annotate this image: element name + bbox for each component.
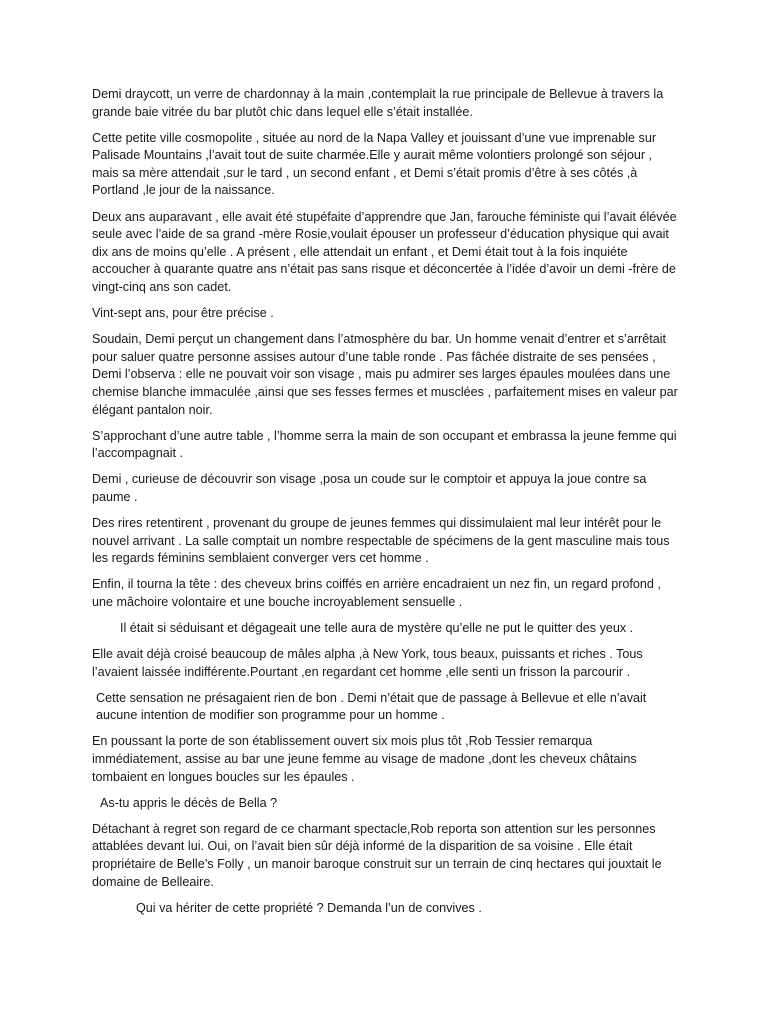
paragraph-3: Deux ans auparavant , elle avait été stupéfaite d’apprendre que Jan, farouche féministe qui l’avait élévée seule avec l’aide de sa grand -mère Rosie,voulait épouser un professeur d’éducation physique qui avait dix ans de moins qu’elle . A présent , elle attendait un enfant , et Demi était tout à la fois inquiéte accoucher à quarante quatre ans n’était pas sans risque et déconcertée à l’idée d’avoir un demi -frère de vingt-cinq ans son cadet. [92,209,677,294]
paragraph-7: Demi , curieuse de découvrir son visage ,posa un coude sur le comptoir et appuya la joue contre sa paume . [92,472,647,504]
paragraph-13: En poussant la porte de son établissement ouvert six mois plus tôt ,Rob Tessier remarqua immédiatement, assise au bar une jeune femme au visage de madone ,dont les cheveux châtains tombaient en longues boucles sur les épaules . [92,734,637,784]
paragraph-6: S’approchant d’une autre table , l’homme serra la main de son occupant et embrassa la jeune femme qui l’accompagnait . [92,428,677,461]
paragraph-11: Elle avait déjà croisé beaucoup de mâles alpha ,à New York, tous beaux, puissants et riches . Tous l’avaient laissée indifférente.Pourtant ,en regardant cet homme ,elle senti un frisson la parcourir . [92,647,643,679]
paragraph-2: Cette petite ville cosmopolite , située au nord de la Napa Valley et jouissant d’une vue imprenable sur Palisade Mountains ,l’avait tout de suite charmée.Elle y aurait même volontiers prolongé son séjour , mais sa mère attendait ,sur le tard , un second enfant , et Demi s’était promis d’être à ses côtés ,à Portland ,le jour de la naissance. [92,130,657,198]
document-page [92,86,682,926]
paragraph-12: Cette sensation ne présagaient rien de bon . Demi n’était que de passage à Bellevue et elle n’avait aucune intention de modifier son programme pour un homme . [96,690,647,723]
paragraph-9: Enfin, il tourna la tête : des cheveux brins coiffés en arrière encadraient un nez fin, un regard profond , une mâchoire volontaire et une bouche incroyablement sensuelle . [92,577,661,609]
paragraph-1: Demi draycott, un verre de chardonnay à la main ,contemplait la rue principale de Bellevue à travers la grande baie vitrée du bar plutôt chic dans lequel elle s’était installée. [92,87,664,119]
paragraph-16: Qui va hériter de cette propriété ? Demanda l’un de convives . [136,900,482,915]
paragraph-15: Détachant à regret son regard de ce charmant spectacle,Rob reporta son attention sur les personnes attablées devant lui. Oui, on l’avait bien sûr déjà informé de la disparition de sa voisine . Elle était propriétaire de Belle’s Folly , un manoir baroque construit sur un terrain de cinq hectares qui jouxtait le domaine de Belleaire. [92,821,662,889]
paragraph-5: Soudain, Demi perçut un changement dans l’atmosphère du bar. Un homme venait d’entrer et s’arrêtait pour saluer quatre personne assises autour d’une table ronde . Pas fâchée distraite de ses pensées , Demi l’observa : elle ne pouvait voir son visage , mais pu admirer ses larges épaules moulées dans une chemise blanche immaculée ,ainsi que ses fesses fermes et musclées , parfaitement mises en valeur par élégant pantalon noir. [92,332,678,417]
paragraph-8: Des rires retentirent , provenant du groupe de jeunes femmes qui dissimulaient mal leur intérêt pour le nouvel arrivant . La salle comptait un nombre respectable de spécimens de la gent masculine mais tous les regards féminins semblaient converger vers cet homme . [92,515,670,566]
paragraph-14: As-tu appris le décès de Bella ? [100,795,278,810]
paragraph-4: Vint-sept ans, pour être précise . [92,306,274,321]
paragraph-10: Il était si séduisant et dégageait une telle aura de mystère qu’elle ne put le quitter des yeux . [120,620,634,635]
